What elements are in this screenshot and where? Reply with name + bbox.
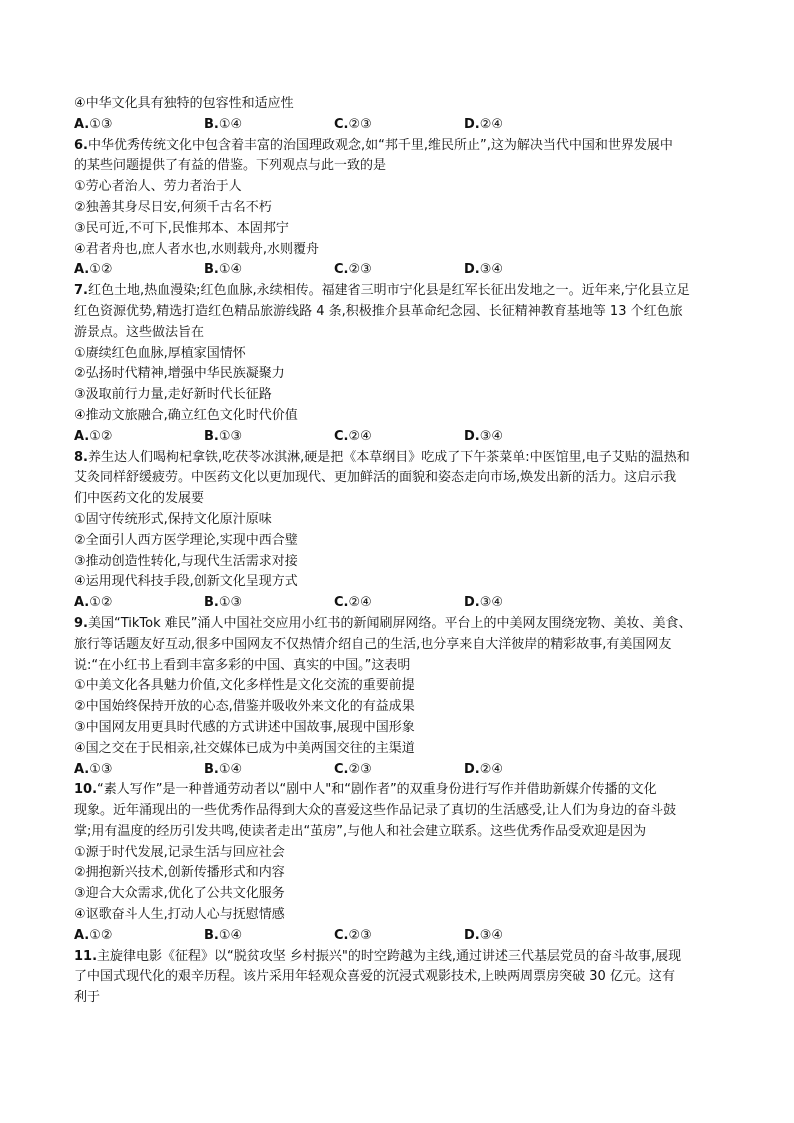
question-stem-line [74, 281, 724, 302]
choice-text: ②③ [348, 116, 372, 132]
choice-letter: B. [204, 761, 219, 777]
question-text: 主旋律电影《征程》以“脱贫攻坚 乡村振兴"的时空跨越为主线,通过讲述三代基层党员的奋斗故事,展现 [97, 948, 682, 964]
option-statement: ③汲取前行力量,走好新时代长征路 [74, 387, 272, 403]
question-text: 游景点。这些做法旨在 [74, 324, 205, 340]
answer-choices [74, 115, 724, 136]
choice-a[interactable] [74, 260, 204, 281]
choice-c[interactable] [334, 427, 464, 448]
option-statement: ③推动创造性转化,与现代生活需求对接 [74, 553, 298, 569]
exam-page [74, 94, 724, 1009]
choice-text: ①③ [218, 595, 243, 611]
question-text: 掌;用有温度的经历引发共鸣,使读者走出“茧房”,与他人和社会建立联系。这些优秀作品受欢迎是因为 [74, 823, 647, 839]
choice-letter: B. [204, 927, 219, 943]
question-stem [74, 281, 724, 343]
choice-a[interactable] [74, 115, 204, 136]
choice-letter: B. [204, 116, 219, 132]
question-stem [74, 614, 724, 676]
question-number: 6. [74, 137, 88, 153]
choice-letter: A. [74, 428, 90, 444]
question-text: 利于 [74, 990, 101, 1006]
question-stem-line [74, 614, 724, 635]
choice-text: ②③ [348, 262, 372, 278]
question-stem [74, 947, 724, 1009]
choice-d[interactable] [464, 926, 594, 947]
question-stem-line [74, 448, 724, 469]
option-statement: ①中美文化各具魅力价值,文化多样性是文化交流的重要前提 [74, 678, 415, 694]
answer-choices [74, 260, 724, 281]
option-statement: ④运用现代科技手段,创新文化呈现方式 [74, 574, 298, 590]
option-statement: ④推动文旅融合,确立红色文化时代价值 [74, 407, 298, 423]
answer-choices [74, 926, 724, 947]
choice-b[interactable] [204, 115, 334, 136]
choice-letter: B. [204, 262, 219, 278]
option-statement: ②弘扬时代精神,增强中华民族凝聚力 [74, 366, 285, 382]
choice-a[interactable] [74, 593, 204, 614]
choice-a[interactable] [74, 760, 204, 781]
choice-text: ①④ [218, 927, 243, 943]
choice-d[interactable] [464, 115, 594, 136]
choice-text: ①④ [218, 116, 243, 132]
choice-b[interactable] [204, 427, 334, 448]
choice-letter: D. [464, 428, 480, 444]
choice-text: ①② [89, 927, 113, 943]
option-statement: ①源于时代发展,记录生活与回应社会 [74, 844, 285, 860]
choice-a[interactable] [74, 926, 204, 947]
option-statement: ④讴歌奋斗人生,打动人心与抚慰情感 [74, 907, 285, 923]
choice-text: ①③ [89, 761, 113, 777]
choice-text: ②④ [348, 595, 372, 611]
choice-text: ①③ [218, 428, 243, 444]
choice-letter: A. [74, 116, 90, 132]
answer-choices [74, 593, 724, 614]
answer-choices [74, 760, 724, 781]
choice-d[interactable] [464, 427, 594, 448]
option-statement: ②全面引人西方医学理论,实现中西合璧 [74, 532, 298, 548]
choice-letter: B. [204, 428, 219, 444]
question-stem-line [74, 822, 724, 843]
choice-letter: D. [464, 116, 480, 132]
question-stem [74, 448, 724, 510]
choice-b[interactable] [204, 760, 334, 781]
question-text: 红色土地,热血漫染;红色血脉,永续相传。福建省三明市宁化县是红军长征出发地之一。近年来,宁化县立足 [87, 283, 690, 299]
question-text: 养生达人们喝枸杞拿铁,吃茯苓冰淇淋,硬是把《本草纲目》吃成了下午茶菜单:中医馆里,电子艾贴的温热和 [87, 449, 690, 465]
choice-letter: D. [464, 262, 480, 278]
option-statement: ③中国网友用更具时代感的方式讲述中国故事,展现中国形象 [74, 719, 415, 735]
choice-text: ③④ [479, 927, 504, 943]
option-statement: ②独善其身尽日安,何须千古名不朽 [74, 199, 272, 215]
choice-text: ①② [89, 428, 113, 444]
option-statement: ③迎合大众需求,优化了公共文化服务 [74, 886, 285, 902]
option-statement: ④中华文化具有独特的包容性和适应性 [74, 96, 294, 111]
option-statement: ②拥抱新兴技术,创新传播形式和内容 [74, 865, 285, 881]
option-statement: ③民可近,不可下,民惟邦本、本固邦宁 [74, 220, 289, 236]
choice-text: ②④ [348, 428, 372, 444]
choice-c[interactable] [334, 593, 464, 614]
question-number: 11. [74, 948, 98, 964]
option-statement: ④君者舟也,庶人者水也,水则载舟,水则覆舟 [74, 241, 320, 257]
question-text: 的某些问题提供了有益的借鉴。下列观点与此一致的是 [74, 158, 387, 174]
choice-b[interactable] [204, 926, 334, 947]
question-stem [74, 780, 724, 842]
question-number: 7. [74, 283, 88, 299]
answer-choices [74, 427, 724, 448]
choice-letter: C. [334, 927, 349, 943]
question-stem-line [74, 302, 724, 323]
question-text: 艾灸同样舒缓疲劳。中医药文化以更加现代、更加鲜活的面貌和姿态走向市场,焕发出新的活力。这启示我 [74, 470, 677, 486]
choice-text: ②④ [479, 116, 504, 132]
question-stem-line [74, 801, 724, 822]
choice-text: ③④ [479, 262, 504, 278]
choice-text: ②③ [348, 927, 372, 943]
question-text: 中华优秀传统文化中包含着丰富的治国理政观念,如“邦千里,维民所止”,这为解决当代中国和世界发展中 [87, 137, 673, 153]
choice-text: ①④ [218, 761, 243, 777]
option-statement: ④国之交在于民相亲,社交媒体已成为中美两国交往的主渠道 [74, 740, 415, 756]
question-text: 现象。近年涌现出的一些优秀作品得到大众的喜爱这些作品记录了真切的生活感受,让人们为身边的奋斗鼓 [74, 803, 677, 819]
choice-c[interactable] [334, 926, 464, 947]
choice-text: ①③ [89, 116, 113, 132]
choice-c[interactable] [334, 115, 464, 136]
question-stem [74, 136, 724, 178]
option-statement: ①赓续红色血脉,厚植家国情怀 [74, 345, 246, 361]
choice-text: ③④ [479, 428, 504, 444]
choice-letter: A. [74, 761, 90, 777]
question-text: 们中医药文化的发展要 [74, 491, 205, 507]
choice-b[interactable] [204, 260, 334, 281]
question-text: 说:“在小红书上看到丰富多彩的中国、真实的中国。”这表明 [74, 657, 411, 673]
question-stem-line [74, 780, 724, 801]
choice-d[interactable] [464, 760, 594, 781]
choice-a[interactable] [74, 427, 204, 448]
choice-text: ②④ [479, 761, 504, 777]
question-text: 了中国式现代化的艰辛历程。该片采用年轻观众喜爱的沉浸式观影技术,上映两周票房突破 30 亿元。这有 [74, 969, 675, 985]
choice-letter: C. [334, 116, 349, 132]
question-stem-line [74, 136, 724, 157]
question-stem-line [74, 489, 724, 510]
choice-d[interactable] [464, 593, 594, 614]
choice-text: ③④ [479, 595, 504, 611]
choice-text: ②③ [348, 761, 372, 777]
question-text: “素人写作”是一种普通劳动者以“剧中人"和“剧作者”的双重身份进行写作并借助新媒介传播的文化 [97, 782, 657, 798]
question-stem-line [74, 156, 724, 177]
question-stem-line [74, 656, 724, 677]
choice-letter: C. [334, 428, 349, 444]
choice-b[interactable] [204, 593, 334, 614]
choice-letter: D. [464, 761, 480, 777]
choice-letter: C. [334, 595, 349, 611]
question-stem-line [74, 988, 724, 1009]
question-number: 8. [74, 449, 88, 465]
choice-letter: C. [334, 761, 349, 777]
question-stem-line [74, 323, 724, 344]
question-stem-line [74, 947, 724, 968]
question-number: 10. [74, 782, 98, 798]
question-number: 9. [74, 615, 88, 631]
choice-c[interactable] [334, 260, 464, 281]
choice-letter: D. [464, 595, 480, 611]
option-statement: ①固守传统形式,保持文化原汁原味 [74, 511, 272, 527]
question-stem-line [74, 635, 724, 656]
choice-letter: C. [334, 262, 349, 278]
choice-text: ①④ [218, 262, 243, 278]
choice-letter: D. [464, 927, 480, 943]
option-statement: ②中国始终保持开放的心态,借鉴并吸收外来文化的有益成果 [74, 699, 415, 715]
choice-letter: A. [74, 262, 90, 278]
choice-letter: A. [74, 595, 90, 611]
choice-letter: A. [74, 927, 90, 943]
option-statement: ①劳心者治人、劳力者治于人 [74, 179, 242, 195]
question-stem-line [74, 967, 724, 988]
choice-c[interactable] [334, 760, 464, 781]
question-stem-line [74, 468, 724, 489]
choice-text: ①② [89, 262, 113, 278]
question-text: 红色资源优势,精选打造红色精品旅游线路 4 条,积极推介县革命纪念园、长征精神教育基地等 13 个红色旅 [74, 303, 683, 319]
choice-d[interactable] [464, 260, 594, 281]
choice-text: ①② [89, 595, 113, 611]
choice-letter: B. [204, 595, 219, 611]
question-text: 美国“TikTok 难民”涌人中国社交应用小红书的新闻刷屏网络。平台上的中美网友围绕宠物、美妆、美食、 [87, 615, 692, 631]
question-text: 旅行等话题友好互动,很多中国网友不仅热情介绍自己的生活,也分享来自大洋彼岸的精彩故事,有美国网友 [74, 636, 672, 652]
